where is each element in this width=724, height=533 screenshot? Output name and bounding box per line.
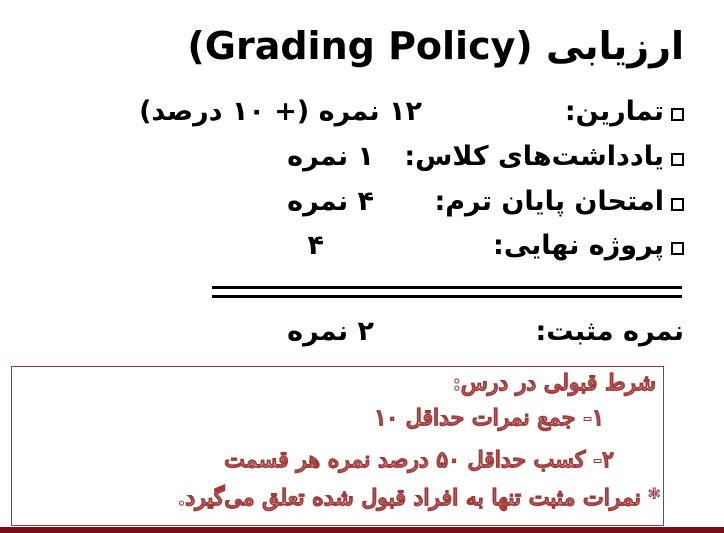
passing-condition-1: ۱- جمع نمرات حداقل ۱۰: [374, 405, 604, 431]
passing-condition-2: ۲- کسب حداقل ۵۰ درصد نمره هر قسمت: [224, 447, 614, 473]
checkbox-bullet-icon: [671, 153, 684, 166]
grading-item-class-notes: [204, 141, 684, 181]
separator-line: [212, 282, 682, 302]
grading-item-label: پروژه نهایی:: [493, 230, 664, 261]
grading-item-value: ۴: [307, 230, 324, 261]
bonus-points-value: ۲ نمره: [287, 316, 374, 347]
bonus-note: * نمرات مثبت تنها به افراد قبول شده تعلق می‌گیرد.: [177, 485, 660, 511]
grading-item-label: امتحان پایان ترم:: [434, 186, 664, 217]
bonus-points-label: نمره مثبت:: [535, 316, 684, 347]
grading-item-exercises: [139, 96, 684, 136]
grading-item-final-project: [204, 230, 684, 270]
footer-bar: [0, 527, 724, 533]
grading-item-final-exam: [204, 186, 684, 226]
passing-conditions-heading: شرط قبولی در درس:: [452, 370, 656, 396]
grading-item-label: تمارین:: [564, 96, 664, 127]
bonus-points-row: [204, 316, 684, 356]
grading-item-label: یادداشت‌های کلاس:: [404, 141, 664, 172]
checkbox-bullet-icon: [671, 242, 684, 255]
checkbox-bullet-icon: [671, 108, 684, 121]
grading-item-value: ۴ نمره: [287, 186, 374, 217]
grading-item-value: ۱ نمره: [287, 141, 374, 172]
grading-item-value: ۱۲ نمره (+ ۱۰ درصد): [139, 96, 422, 127]
slide-title: ارزیابی (Grading Policy): [187, 24, 684, 68]
checkbox-bullet-icon: [671, 198, 684, 211]
